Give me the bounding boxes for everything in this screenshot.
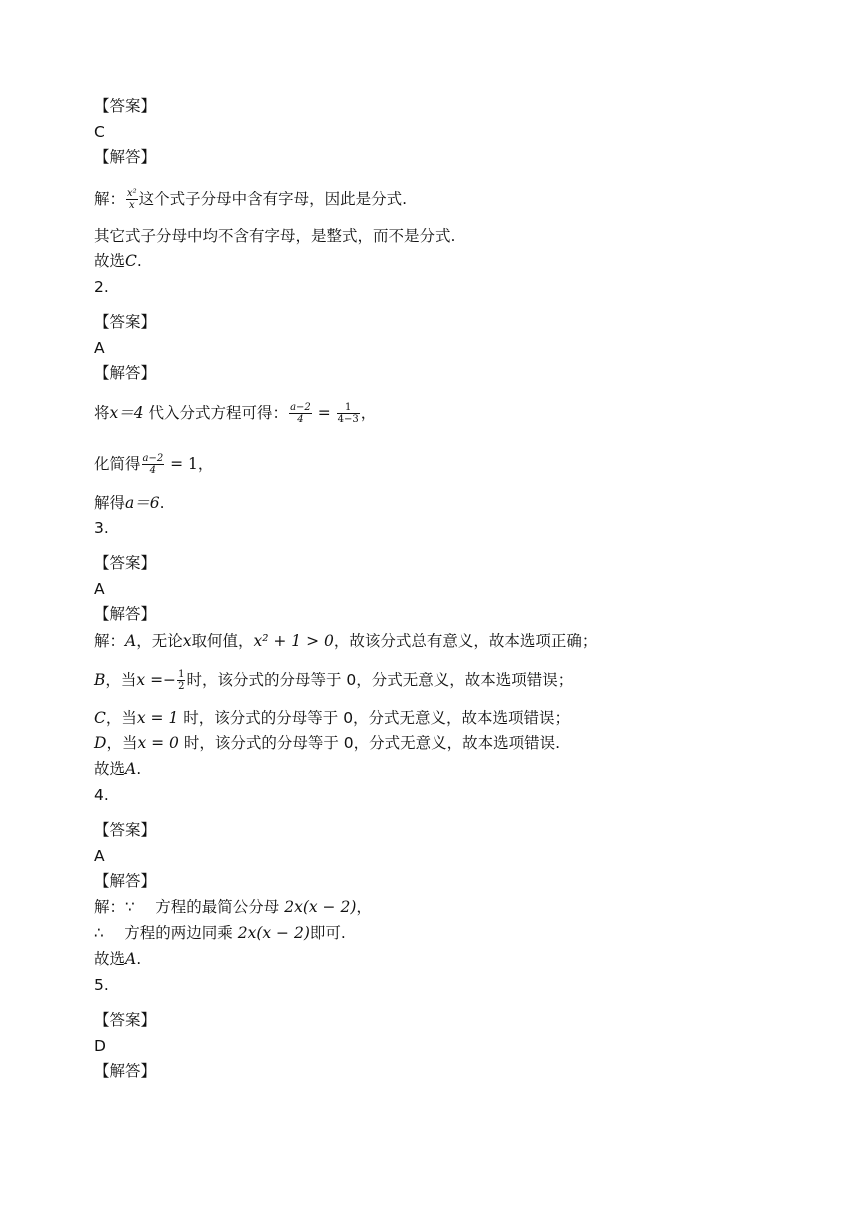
solution-line [94,897,372,917]
text: 故选 [94,950,126,968]
text: ，当 [106,734,138,752]
answer-value: D [94,1037,106,1055]
text: ， [356,898,372,916]
math-var: A [125,950,137,968]
text: 化简得 [94,455,141,473]
numerator: x² [127,188,137,199]
text: 时，该分式的分母等于 0，分式无意义，故本选项错误； [186,671,574,689]
answer-heading: 【答案】 [94,821,157,839]
analysis-heading: 【解答】 [94,1062,157,1080]
text: ， [360,404,377,422]
text: ，无论 [136,632,183,650]
text: 将 [94,404,110,422]
text: 即可. [309,924,346,942]
solution-line [94,251,142,271]
solution-line [94,453,213,476]
math-expr: 2x(x − 2) [237,924,310,942]
analysis-heading: 【解答】 [94,872,157,890]
analysis-heading: 【解答】 [94,364,157,382]
text: . [136,252,142,270]
solution-line [94,493,165,513]
solution-line [94,631,597,651]
analysis-heading: 【解答】 [94,148,157,166]
math-var: B [94,671,106,689]
numerator: a−2 [142,453,164,464]
analysis-heading: 【解答】 [94,605,157,623]
denominator: x [129,200,135,211]
text: ，当 [105,671,137,689]
solution-line [94,708,570,728]
math-expr: a＝6 [125,494,160,512]
denominator: 4−3 [337,414,359,425]
solution-line [94,733,560,753]
solution-line [94,949,141,969]
math-var: A [125,760,137,778]
solution-line [94,669,573,692]
numerator: 1 [337,402,360,414]
text: 故选 [94,760,126,778]
denominator: 4 [149,465,157,476]
denominator: 2 [178,681,185,692]
solution-line [94,402,376,425]
answer-heading: 【答案】 [94,554,157,572]
text: . [136,950,142,968]
text: . [159,494,165,512]
solution-line: 其它式子分母中均不含有字母，是整式，而不是分式. [94,227,456,245]
solution-line [94,759,141,779]
solution-line [94,188,407,211]
math-expr: x = 1 [136,709,179,727]
math-var: A [125,632,137,650]
text: 这个式子分母中含有字母，因此是分式. [138,190,408,208]
fraction [142,453,165,476]
solution-line [94,923,346,943]
math-expr: x² + 1 > 0 [253,632,334,650]
text: ，当 [105,709,137,727]
math-expr: x = 0 [137,734,179,752]
math-var: C [94,709,106,727]
answer-value: A [94,580,105,598]
text: . [136,760,142,778]
fraction [289,402,312,425]
text: 代入分式方程可得： [143,404,289,422]
text: 故选 [94,252,126,270]
text: 解： [94,190,126,208]
fraction [337,402,360,425]
denominator: 4 [297,414,304,425]
text: 取何值， [191,632,254,650]
answer-heading: 【答案】 [94,313,157,331]
question-number: 5. [94,976,109,994]
math-var: x [182,632,192,650]
text: 时，该分式的分母等于 0，分式无意义，故本选项错误； [178,709,571,727]
fraction [126,188,138,211]
fraction [177,669,185,692]
math-var: C [125,252,137,270]
text: ∴ 方程的两边同乘 [94,924,238,942]
equals-sign: = [312,404,336,422]
answer-value: C [94,123,105,141]
answer-heading: 【答案】 [94,1011,157,1029]
math-expr: x =− [136,671,177,689]
numerator: a−2 [290,402,311,413]
answer-value: A [94,339,105,357]
text: ，故该分式总有意义，故本选项正确； [333,632,598,650]
text: 解：∵ 方程的最简公分母 [94,898,285,916]
math-expr: = 1， [165,455,214,473]
math-expr: 2x(x − 2) [284,898,357,916]
answer-value: A [94,847,105,865]
question-number: 4. [94,786,109,804]
question-number: 2. [94,278,109,296]
text: 解得 [94,494,126,512]
math-var: D [94,734,107,752]
math-expr: x＝4 [109,404,144,422]
answer-heading: 【答案】 [94,97,157,115]
question-number: 3. [94,519,109,537]
text: 解： [94,632,126,650]
text: 时，该分式的分母等于 0，分式无意义，故本选项错误. [178,734,561,752]
numerator: 1 [178,669,185,680]
